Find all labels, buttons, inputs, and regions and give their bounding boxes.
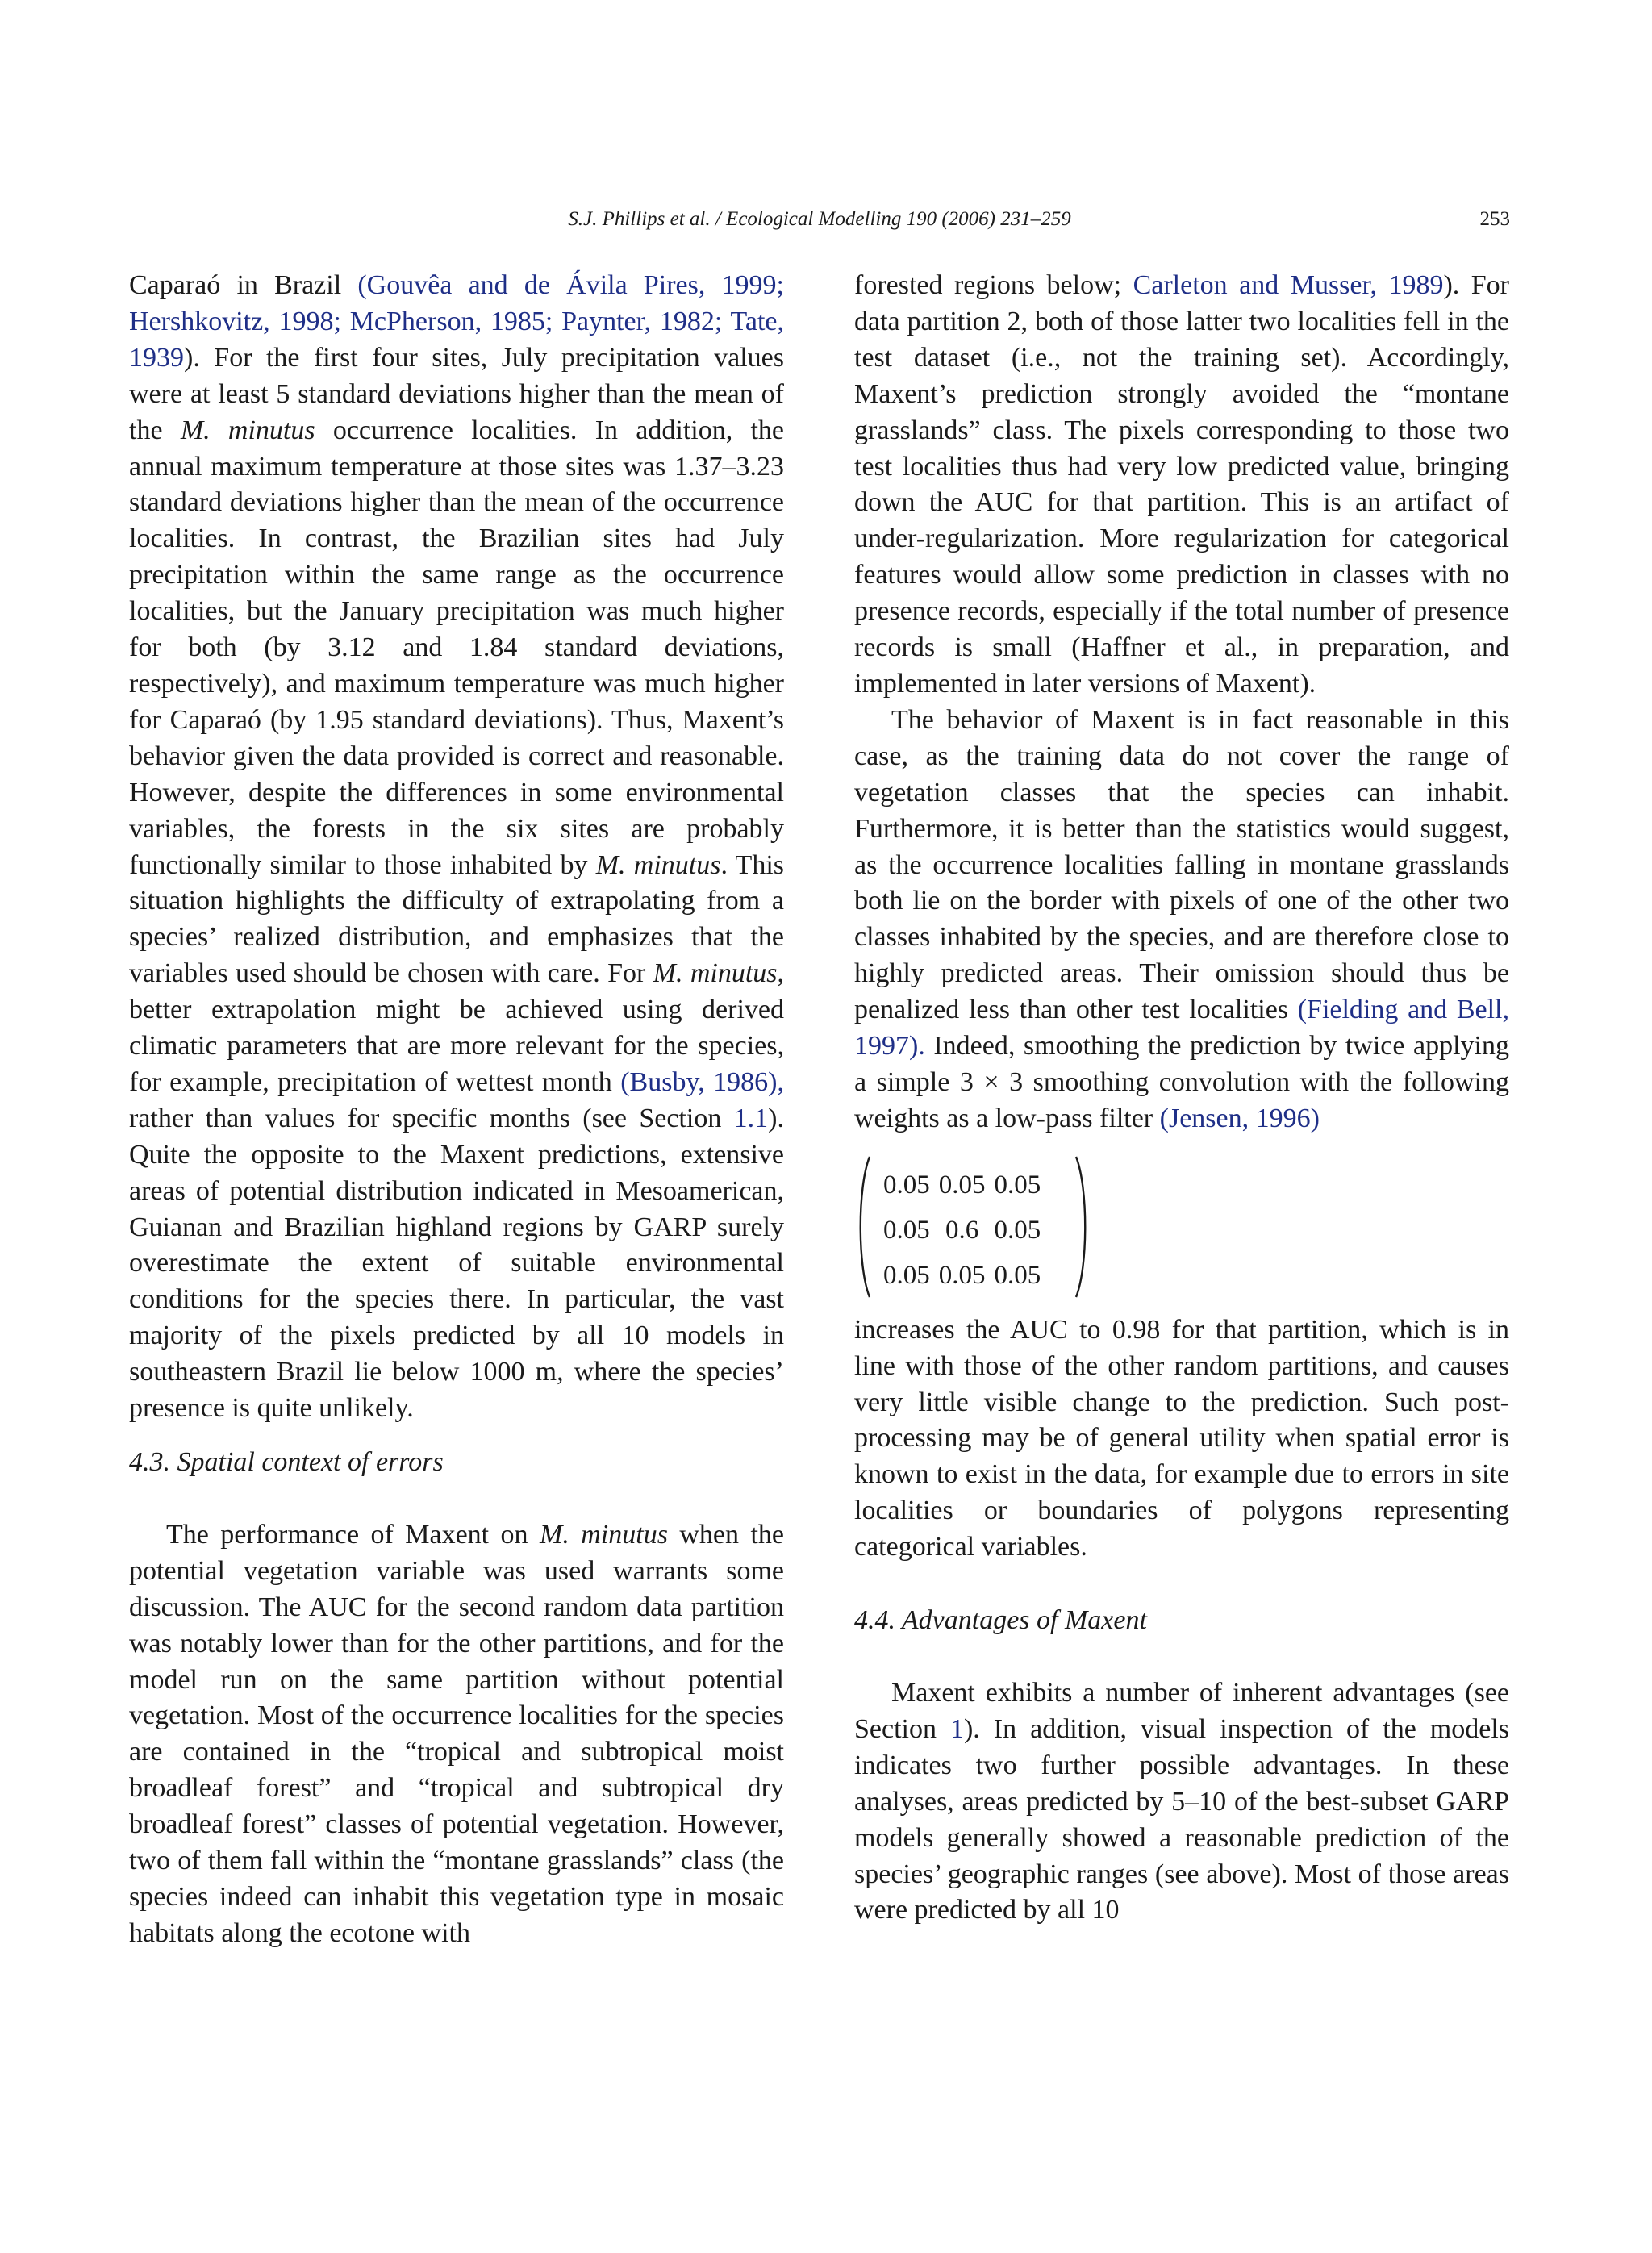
right-parenthesis bbox=[1074, 1155, 1091, 1299]
matrix-grid bbox=[882, 1162, 1042, 1299]
text: occurrence localities. In addition, the annual maximum temperature at those sites was 1.37–3.23 standard deviations higher than the mean of the occurrence localities. In contrast, the Brazilian sites had July precipitation within the same range as the occurrence localities, but the January precipitation was much higher for both (by 3.12 and 1.84 standard deviations, respectively), and maximum temperature was much higher for Caparaó (by 1.95 standard deviations). Thus, Maxent’s behavior given the data provided is correct and reasonable. However, despite the differences in some environmental variables, the forests in the six sites are probably functionally similar to those inhabited by bbox=[129, 415, 785, 880]
text: when the potential vegetation variable was used warrants some discussion. The AUC for the second random data partition was notably lower than for the other partitions, and for the model run on the same partition without potential vegetation. Most of the occurrence localities for the species are contained in the “tropical and subtropical moist broadleaf forest” and “tropical and subtropical dry broadleaf forest” classes of potential vegetation. However, two of them fall within the “montane grasslands” class (the species indeed can inhabit this vegetation type in mosaic habitats along the ecotone with bbox=[129, 1519, 784, 1948]
left-paragraph-2 bbox=[129, 1517, 784, 1952]
text: ). Quite the opposite to the Maxent predictions, extensive areas of potential distribution indicated in Mesoamerican, Guianan and Brazilian highland regions by GARP surely overestimate the extent of suitable environmental conditions for the species there. In particular, the vast majority of the pixels predicted by all 10 models in southeastern Brazil lie below 1000 m, where the species’ presence is quite unlikely. bbox=[129, 1103, 784, 1424]
matrix-row bbox=[883, 1208, 1041, 1252]
species-name: M. minutus bbox=[540, 1519, 668, 1550]
citation-link[interactable]: Carleton and Musser, 1989 bbox=[1133, 270, 1444, 300]
species-name: M. minutus bbox=[595, 849, 721, 880]
text: ). In addition, visual inspection of the models indicates two further possible advantages. In these analyses, areas predicted by 5–10 of the best-subset GARP models generally showed a reasonable prediction of the species’ geographic ranges (see above). Most of those areas were predicted by all 10 bbox=[854, 1713, 1510, 1925]
matrix-row bbox=[883, 1254, 1041, 1297]
text: Indeed, smoothing the prediction by twice applying a simple 3 × 3 smoothing convolution with the following weights as a low-pass filter bbox=[854, 1031, 1509, 1133]
section-heading-4-4: 4.4. Advantages of Maxent bbox=[854, 1605, 1147, 1636]
text: . This situation highlights the difficulty of extrapolating from a species’ realized distribution, and emphasizes that the variables used should be chosen with care. For bbox=[129, 849, 784, 989]
text: The performance of Maxent on bbox=[166, 1519, 540, 1550]
left-parenthesis bbox=[854, 1155, 872, 1299]
journal-citation: S.J. Phillips et al. / Ecological Modelling 190 (2006) 231–259 bbox=[568, 208, 1071, 230]
text: ). For the first four sites, July precipitation values were at least 5 standard deviations higher than the mean of the bbox=[129, 342, 784, 445]
matrix-cell: 0.05 bbox=[994, 1260, 1041, 1290]
text: rather than values for specific months (see Section bbox=[129, 1103, 734, 1133]
text: The behavior of Maxent is in fact reasonable in this case, as the training data do not cover the range of vegetation classes that the species can inhabit. Furthermore, it is better than the statistics would suggest, as the occurrence localities falling in montane grasslands both lie on the border with pixels of one of the other two classes inhabited by the species, and are therefore close to highly predicted areas. Their omission should thus be penalized less than other test localities bbox=[854, 704, 1509, 1025]
citation-link[interactable]: (Jensen, 1996) bbox=[1159, 1103, 1320, 1133]
matrix-cell: 0.05 bbox=[883, 1215, 930, 1245]
matrix-cell: 0.05 bbox=[938, 1260, 986, 1290]
right-paragraph-4 bbox=[854, 1675, 1509, 1929]
species-name: M. minutus bbox=[653, 958, 778, 989]
section-link[interactable]: 1 bbox=[949, 1713, 964, 1744]
page-number: 253 bbox=[1479, 208, 1510, 230]
text: , better extrapolation might be achieved using derived climatic parameters that are more relevant for the species, for example, precipitation of wettest month bbox=[129, 958, 785, 1097]
matrix-row bbox=[883, 1163, 1041, 1207]
citation-link[interactable]: (Fielding and Bell, 1997). bbox=[854, 995, 1509, 1062]
text: ). For data partition 2, both of those latter two localities fell in the test dataset (i.e., not the training set). Accordingly, Maxent’s prediction strongly avoided the “montane grasslands” class. The pixels corresponding to those two test localities thus had very low predicted value, bringing down the AUC for that partition. This is an artifact of under-regularization. More regularization for categorical features would allow some prediction in classes with no presence records, especially if the total number of presence records is small (Haffner et al., in preparation, and implemented in later versions of Maxent). bbox=[854, 270, 1509, 699]
section-heading-4-3: 4.3. Spatial context of errors bbox=[129, 1447, 444, 1477]
species-name: M. minutus bbox=[180, 415, 315, 445]
matrix-cell: 0.05 bbox=[883, 1260, 930, 1290]
smoothing-weight-matrix bbox=[854, 1155, 1509, 1300]
right-paragraph-1 bbox=[854, 268, 1509, 703]
right-column bbox=[854, 268, 1509, 1929]
right-paragraph-2 bbox=[854, 703, 1509, 1137]
matrix-cell: 0.05 bbox=[994, 1170, 1041, 1200]
section-link[interactable]: 1.1 bbox=[733, 1103, 769, 1133]
text: Caparaó in Brazil bbox=[129, 270, 358, 300]
citation-link[interactable]: (Busby, 1986), bbox=[620, 1066, 784, 1097]
left-paragraph-1 bbox=[129, 268, 784, 1427]
right-paragraph-3: increases the AUC to 0.98 for that partition, which is in line with those of the other random partitions, and causes very little visible change to the prediction. Such post-processing may be of general utility when spatial error is known to exist in the data, for example due to errors in site localities or boundaries of polygons representing categorical variables. bbox=[854, 1314, 1509, 1562]
citation-link[interactable]: (Gouvêa and de Ávila Pires, 1999; Hershkovitz, 1998; McPherson, 1985; Paynter, 1982; Tate, 1939 bbox=[129, 270, 784, 373]
matrix-cell: 0.05 bbox=[938, 1170, 986, 1200]
matrix-cell: 0.05 bbox=[883, 1170, 930, 1200]
matrix-cell: 0.05 bbox=[994, 1215, 1041, 1245]
running-head bbox=[129, 208, 1510, 240]
matrix-cell: 0.6 bbox=[945, 1215, 979, 1245]
left-column bbox=[129, 268, 784, 1952]
text: Maxent exhibits a number of inherent advantages (see Section bbox=[854, 1678, 1509, 1744]
text: forested regions below; bbox=[854, 270, 1133, 300]
